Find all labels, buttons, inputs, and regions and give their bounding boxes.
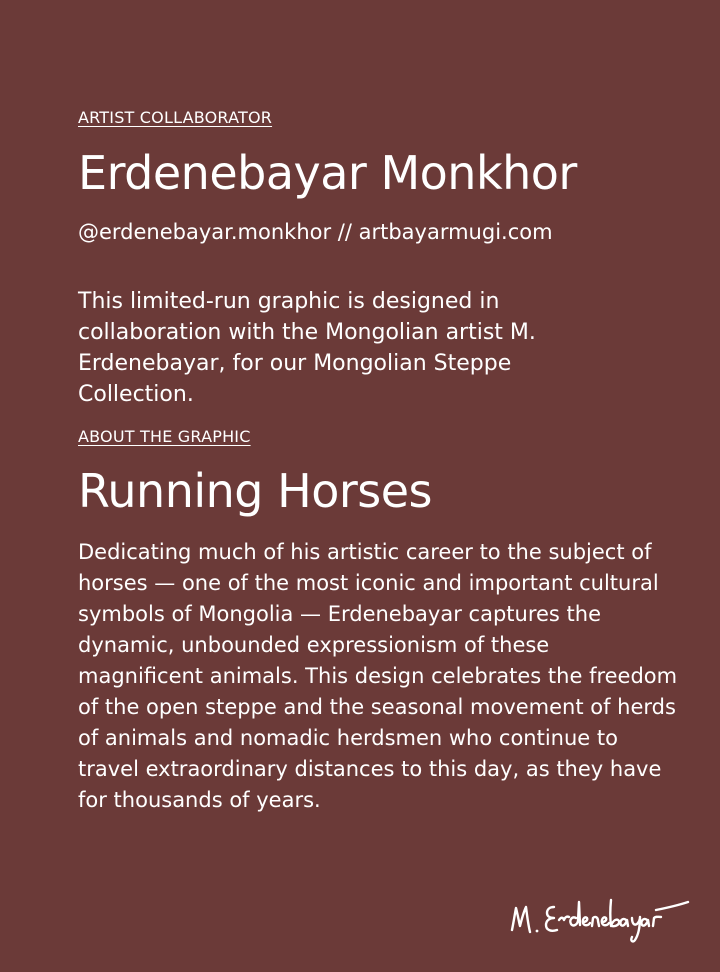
about-graphic-link[interactable]: ABOUT THE GRAPHIC (78, 427, 251, 446)
artist-name-heading: Erdenebayar Monkhor (78, 146, 577, 200)
artist-signature-icon (506, 880, 696, 950)
graphic-title-heading: Running Horses (78, 464, 432, 518)
collaboration-intro: This limited-run graphic is designed in collaboration with the Mongolian artist M. Erdenebayar, for our Mongolian Steppe Collection. (78, 289, 536, 407)
graphic-description: Dedicating much of his artistic career to the subject of horses — one of the most iconic and important cultural symbols of Mongolia — Erdenebayar captures the dynamic, unbounded expressionism of these magnificent animals. This design celebrates the freedom of the open steppe and the seasonal movement of herds of animals and nomadic herdsmen who continue to travel extraordinary distances to this day, as they have for thousands of years. (78, 540, 678, 812)
artist-collaborator-link[interactable]: ARTIST COLLABORATOR (78, 108, 273, 127)
artist-links[interactable]: @erdenebayar.monkhor // artbayarmugi.com (78, 220, 553, 244)
